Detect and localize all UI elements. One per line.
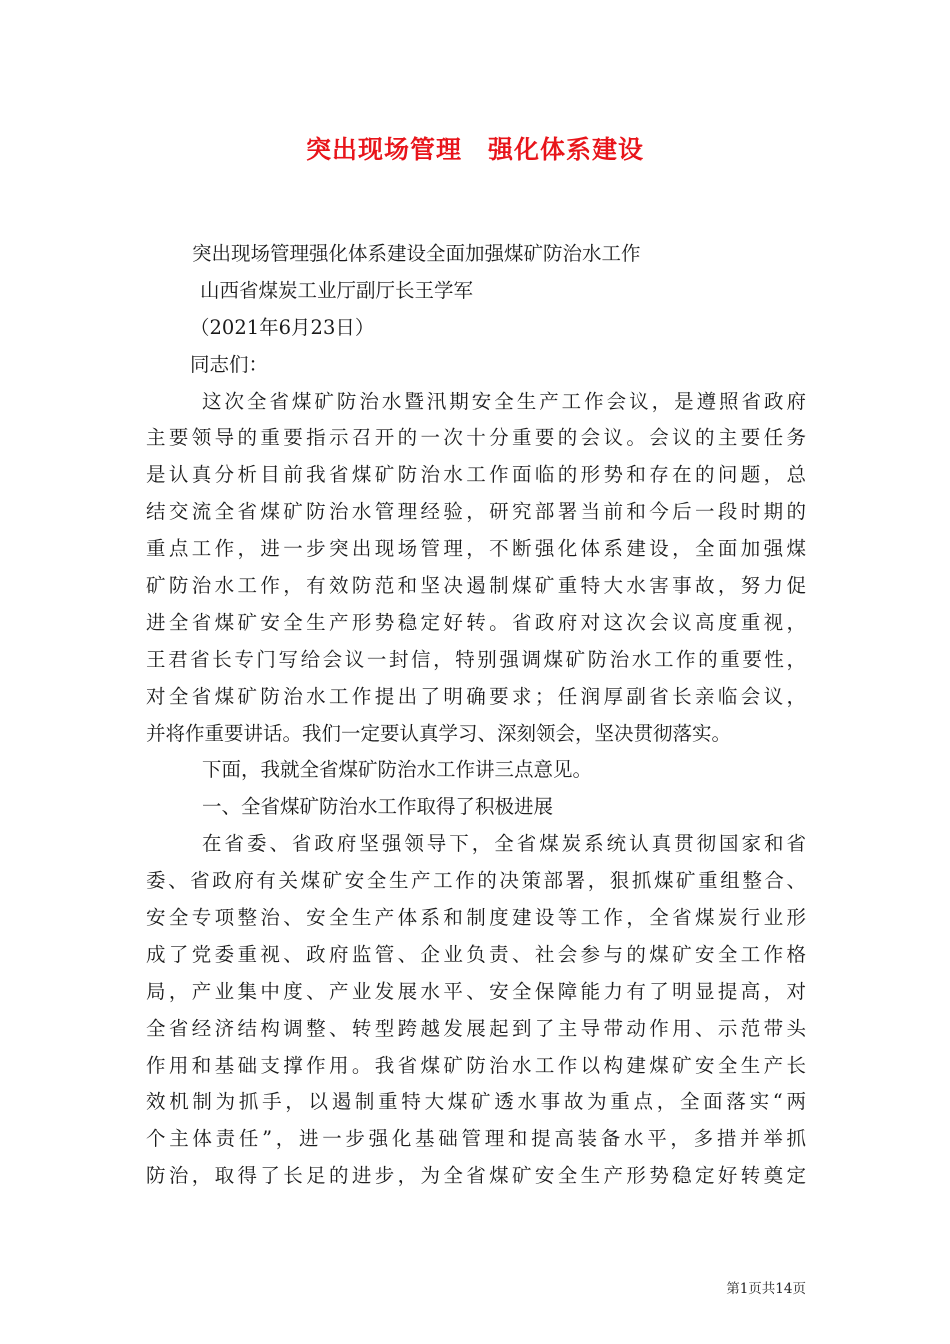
- paragraph-line: 是认真分析目前我省煤矿防治水工作面临的形势和存在的问题，总: [146, 463, 806, 487]
- paragraph-line: 效机制为抓手，以遏制重特大煤矿透水事故为重点，全面落实“两: [146, 1090, 806, 1114]
- paragraph-line: 结交流全省煤矿防治水管理经验，研究部署当前和今后一段时期的: [146, 500, 806, 524]
- paragraph-line: 安全专项整治、安全生产体系和制度建设等工作，全省煤炭行业形: [146, 906, 806, 930]
- paragraph-1: [146, 384, 806, 753]
- paragraph-line: 在省委、省政府坚强领导下，全省煤炭系统认真贯彻国家和省: [202, 832, 806, 856]
- paragraph-line: 防治，取得了长足的进步，为全省煤矿安全生产形势稳定好转奠定: [146, 1164, 806, 1188]
- paragraph-line: 王君省长专门写给会议一封信，特别强调煤矿防治水工作的重要性，: [146, 647, 806, 671]
- paragraph-2: [146, 752, 806, 789]
- document-author: 山西省煤炭工业厅副厅长王学军: [200, 278, 474, 302]
- page-number-footer: 第1页共14页: [726, 1281, 806, 1297]
- document-salutation: 同志们：: [190, 352, 269, 376]
- document-subtitle: 突出现场管理强化体系建设全面加强煤矿防治水工作: [192, 242, 641, 265]
- paragraph-line: 主要领导的重要指示召开的一次十分重要的会议。会议的主要任务: [146, 426, 806, 450]
- paragraph-line: 局，产业集中度、产业发展水平、安全保障能力有了明显提高，对: [146, 979, 806, 1003]
- document-title: 突出现场管理 强化体系建设: [305, 135, 644, 164]
- paragraph-line: 全省经济结构调整、转型跨越发展起到了主导带动作用、示范带头: [146, 1016, 806, 1040]
- paragraph-line: 矿防治水工作，有效防范和坚决遏制煤矿重特大水害事故，努力促: [146, 574, 806, 598]
- document-body: [146, 236, 806, 1195]
- section-heading-1: [146, 789, 806, 826]
- paragraph-line: 委、省政府有关煤矿安全生产工作的决策部署，狠抓煤矿重组整合、: [146, 869, 806, 893]
- paragraph-line: 作用和基础支撑作用。我省煤矿防治水工作以构建煤矿安全生产长: [146, 1053, 806, 1077]
- paragraph-line: 个主体责任”，进一步强化基础管理和提高装备水平，多措并举抓: [146, 1127, 806, 1151]
- heading-line: 一、全省煤矿防治水工作取得了积极进展: [202, 795, 554, 819]
- paragraph-line: 重点工作，进一步突出现场管理，不断强化体系建设，全面加强煤: [146, 537, 806, 561]
- paragraph-3: [146, 826, 806, 1195]
- paragraph-line: 成了党委重视、政府监管、企业负责、社会参与的煤矿安全工作格: [146, 942, 806, 966]
- paragraph-line: 对全省煤矿防治水工作提出了明确要求；任润厚副省长亲临会议，: [146, 684, 806, 708]
- document-date: （2021年6月23日）: [190, 315, 375, 339]
- paragraph-line: 进全省煤矿安全生产形势稳定好转。省政府对这次会议高度重视，: [146, 610, 806, 634]
- paragraph-line: 并将作重要讲话。我们一定要认真学习、深刻领会，坚决贯彻落实。: [146, 721, 732, 745]
- paragraph-line: 这次全省煤矿防治水暨汛期安全生产工作会议，是遵照省政府: [202, 389, 806, 413]
- paragraph-line: 下面，我就全省煤矿防治水工作讲三点意见。: [202, 758, 593, 782]
